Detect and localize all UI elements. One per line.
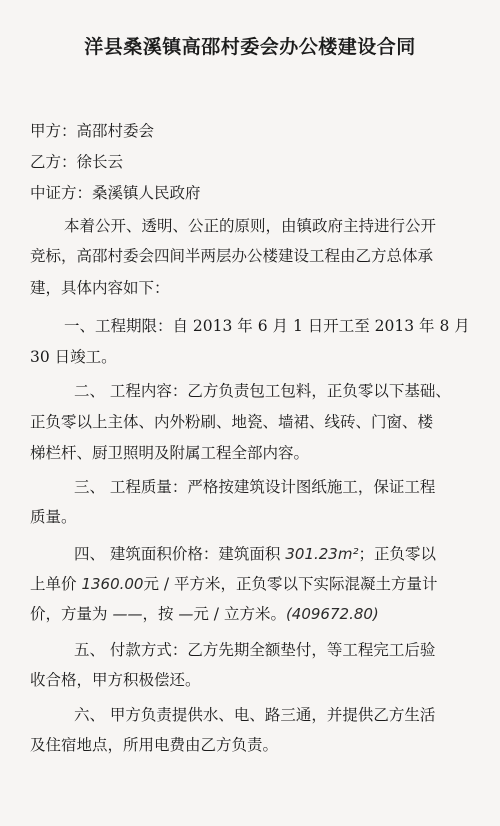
clause-4-text-e: 价，方量为 — [30, 605, 113, 623]
clause-4-text-d: 元 / 平方米，正负零以下实际混凝土方量计 — [143, 575, 438, 593]
clause-4-text-a: 四、 建筑面积价格：建筑面积 — [74, 545, 286, 563]
clause-3-line-2: 质量。 — [30, 508, 77, 526]
clause-2-line-2: 正负零以上主体、内外粉刷、地瓷、墙裙、线砖、门窗、楼 — [30, 413, 434, 431]
clause-1-line-2: 30 日竣工。 — [30, 348, 117, 366]
clause-4-line-1 — [74, 543, 500, 565]
party-b: 乙方：徐长云 — [30, 153, 124, 171]
handwritten-volume: —— — [112, 605, 143, 623]
clause-5-line-1: 五、 付款方式：乙方先期全额垫付，等工程完工后验 — [74, 641, 436, 659]
party-a: 甲方：高邵村委会 — [30, 122, 155, 140]
clause-6-line-2: 及住宿地点，所用电费由乙方负责。 — [30, 736, 279, 754]
clause-4-text-b: ；正负零以 — [358, 545, 436, 563]
witness-party: 中证方：桑溪镇人民政府 — [30, 184, 201, 202]
handwritten-area: 301.23m² — [285, 545, 359, 563]
clause-4-text-f: ，按 — [142, 605, 179, 623]
clause-5-line-2: 收合格，甲方积极偿还。 — [30, 671, 201, 689]
clause-1-line-1: 一、工程期限：自 2013 年 6 月 1 日开工至 2013 年 8 月 — [64, 317, 470, 335]
intro-line-2: 竞标，高邵村委会四间半两层办公楼建设工程由乙方总体承 — [30, 247, 434, 265]
clause-3-line-1: 三、 工程质量：严格按建筑设计图纸施工，保证工程 — [74, 478, 436, 496]
intro-line-1: 本着公开、透明、公正的原则，由镇政府主持进行公开 — [64, 217, 437, 235]
handwritten-rate: — — [178, 605, 194, 623]
clause-4-line-3 — [30, 603, 500, 625]
clause-2-line-1: 二、 工程内容：乙方负责包工包料，正负零以下基础、 — [74, 382, 451, 400]
clause-4-line-2 — [30, 573, 500, 595]
handwritten-unit-price: 1360.00 — [81, 575, 144, 593]
clause-4-text-g: 元 / 立方米。 — [193, 605, 286, 623]
handwritten-total: (409672.80) — [285, 605, 379, 623]
clause-2-line-3: 梯栏杆、厨卫照明及附属工程全部内容。 — [30, 444, 310, 462]
intro-line-3: 建，具体内容如下： — [30, 279, 170, 297]
clause-6-line-1: 六、 甲方负责提供水、电、路三通，并提供乙方生活 — [74, 706, 436, 724]
document-title: 洋县桑溪镇高邵村委会办公楼建设合同 — [84, 36, 416, 58]
clause-4-text-c: 上单价 — [30, 575, 82, 593]
